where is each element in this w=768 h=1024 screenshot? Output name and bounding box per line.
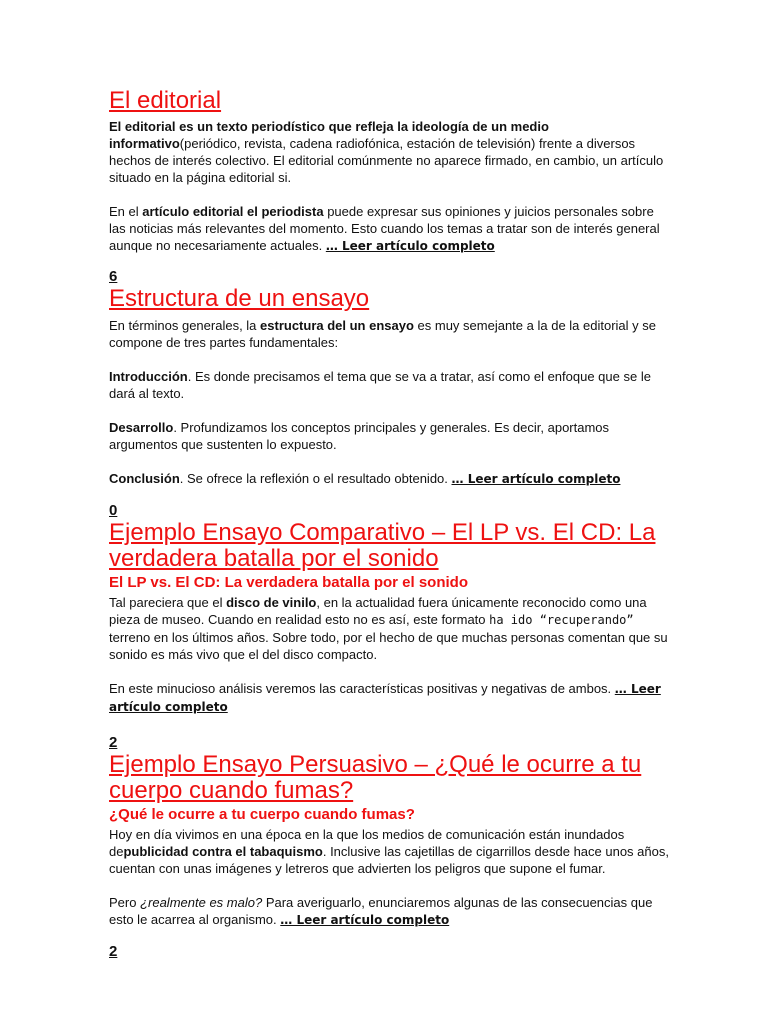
paragraph (109, 118, 669, 186)
text: . Profundizamos los conceptos principales y generales. Es decir, aportamos argumentos que sustenten lo expuesto. (109, 420, 610, 452)
text: Pero (109, 895, 141, 910)
bold-text: Conclusión (109, 471, 180, 486)
bold-text: estructura del un ensayo (260, 318, 414, 333)
comment-count[interactable]: 6 (109, 268, 118, 285)
text: En el (109, 204, 143, 219)
comment-count[interactable]: 0 (109, 502, 118, 519)
bold-text: artículo editorial el periodista (142, 204, 324, 219)
text: terreno en los últimos años. Sobre todo, por el hecho de que muchas personas comentan que su sonido es más vivo que el del disco compacto. (109, 630, 668, 662)
text: . Se ofrece la reflexión o el resultado obtenido. (179, 471, 452, 486)
text: ha ido “recuperando” (489, 613, 634, 627)
text: . Es donde precisamos el tema que se va a tratar, así como el enfoque que se le dará al texto. (109, 369, 651, 401)
section-title-estructura[interactable]: Estructura de un ensayo (109, 285, 370, 312)
paragraph (109, 317, 669, 351)
paragraph (109, 419, 669, 453)
bold-text: disco de vinilo (226, 595, 317, 610)
bold-text: publicidad contra el tabaquismo (123, 844, 323, 859)
read-more-link[interactable]: … Leer artículo completo (280, 913, 450, 927)
bold-text: Desarrollo (109, 420, 174, 435)
paragraph (109, 368, 669, 402)
comment-count[interactable]: 2 (109, 734, 118, 751)
section-subtitle: ¿Qué le ocurre a tu cuerpo cuando fumas? (109, 806, 415, 823)
comment-count[interactable]: 2 (109, 943, 118, 960)
text: Tal pareciera que el (109, 595, 227, 610)
text: (periódico, revista, cadena radiofónica, estación de televisión) frente a diversos hechos de interés colectivo. El editorial comúnmente no aparece firmado, en cambio, un artículo situado en la página editorial si. (109, 136, 664, 185)
italic-text: ¿realmente es malo? (140, 895, 263, 910)
text: Hoy en día vivimos en una época en la que los medios de comunicación están inundados de (109, 827, 625, 859)
section-subtitle: El LP vs. El CD: La verdadera batalla por el sonido (109, 574, 468, 591)
read-more-link[interactable]: … Leer artículo completo (109, 682, 661, 714)
read-more-link[interactable]: … Leer artículo completo (325, 239, 495, 253)
read-more-link[interactable]: … Leer artículo completo (451, 472, 621, 486)
paragraph (109, 680, 669, 716)
paragraph (109, 594, 669, 663)
text: puede expresar sus opiniones y juicios personales sobre las noticias más relevantes del momento. Esto cuando los temas a tratar son de interés general aunque no necesariamente actuales. (109, 204, 660, 253)
text: En términos generales, la (109, 318, 261, 333)
section-title-persuasivo[interactable]: Ejemplo Ensayo Persuasivo – ¿Qué le ocurre a tu cuerpo cuando fumas? (109, 751, 642, 804)
paragraph (109, 826, 669, 877)
paragraph (109, 470, 669, 488)
text: . Inclusive las cajetillas de cigarrillos desde hace unos años, cuentan con unas imágenes y letreros que advierten los peligros que supone el fumar. (109, 844, 669, 876)
text: es muy semejante a la de la editorial y se compone de tres partes fundamentales: (109, 318, 656, 350)
document-page (109, 88, 669, 961)
text: En este minucioso análisis veremos las características positivas y negativas de ambos. (109, 681, 615, 696)
paragraph (109, 894, 669, 929)
text: Para averiguarlo, enunciaremos algunas de las consecuencias que esto le acarrea al organismo. (109, 895, 653, 927)
section-title-comparativo[interactable]: Ejemplo Ensayo Comparativo – El LP vs. El CD: La verdadera batalla por el sonido (109, 519, 656, 572)
paragraph (109, 203, 669, 255)
bold-text: Introducción (109, 369, 188, 384)
section-title-editorial: El editorial (109, 87, 222, 114)
text: , en la actualidad fuera únicamente reconocido como una pieza de museo. Cuando en realidad esto no es así, este formato (109, 595, 647, 627)
bold-text: El editorial es un texto periodístico que refleja la ideología de un medio informativo (109, 119, 549, 151)
